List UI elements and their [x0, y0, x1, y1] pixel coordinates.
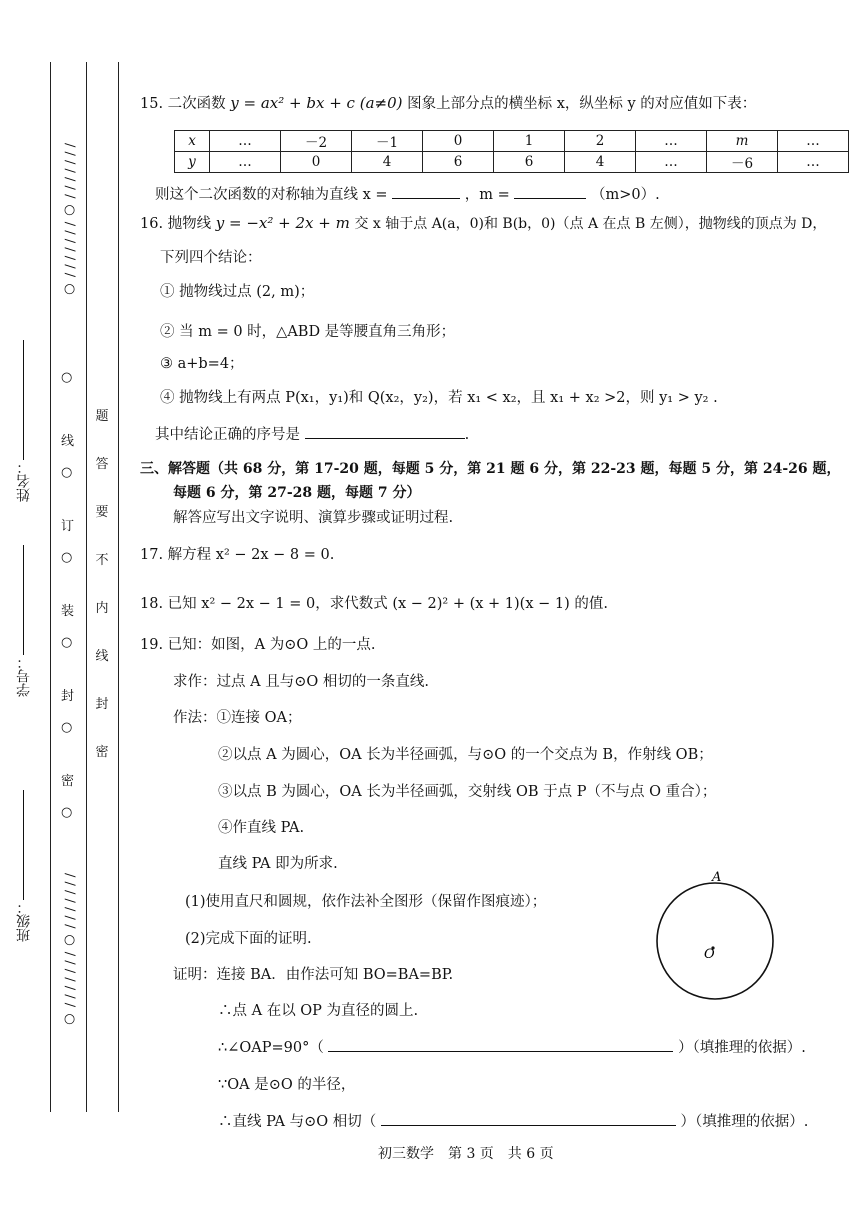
q19-proof-4: ∵OA 是⊙O 的半径，: [218, 1077, 356, 1093]
table-cell: 4: [352, 152, 423, 173]
class-label: 班级：: [16, 900, 32, 942]
table-cell: …: [210, 152, 281, 173]
q19-line: [140, 633, 376, 654]
q17-num: 17.: [140, 547, 164, 563]
name-label: 姓名：: [16, 460, 32, 502]
q15-line2-c: （m>0）.: [591, 187, 660, 203]
student-no-field[interactable]: [14, 545, 34, 697]
q16-intro: 下列四个结论：: [160, 250, 262, 266]
table-cell: …: [636, 152, 707, 173]
q19-proof-5b: ）（填推理的依据）.: [680, 1114, 809, 1130]
table-cell: …: [778, 131, 849, 152]
table-cell: …: [210, 131, 281, 152]
point-o-label: O: [704, 947, 715, 962]
q18-line: [140, 592, 608, 613]
circle-figure: [650, 868, 780, 1008]
section3-note: 解答应写出文字说明、演算步骤或证明过程.: [173, 510, 454, 526]
q16-text-b: 交 x 轴于点 A(a，0)和 B(b，0)（点 A 在点 B 左侧），抛物线的顶点为 D，: [354, 216, 827, 232]
q16-conclusion-1: ① 抛物线过点 (2, m)；: [160, 284, 315, 300]
q19-proof-3a: ∴∠OAP=90°（: [218, 1040, 324, 1056]
table-cell: －1: [352, 131, 423, 152]
table-row: [175, 131, 849, 152]
q15-line2-b: ，m =: [464, 187, 510, 203]
table-cell: －6: [707, 152, 778, 173]
table-cell: 0: [281, 152, 352, 173]
margin-seal-column-2: [94, 405, 110, 789]
q15-answer-m-blank[interactable]: [514, 184, 586, 199]
margin-line-outer: [50, 62, 51, 1112]
q16-conclusion-2: ② 当 m = 0 时，△ABD 是等腰直角三角形；: [160, 324, 456, 340]
q15-line1: [140, 92, 756, 113]
seal-char-3: 装: [61, 604, 75, 619]
q19-method: 作法：①连接 OA；: [173, 710, 302, 726]
seal-char-2: 订: [61, 519, 75, 534]
seal-char-5: 密: [61, 774, 75, 789]
q19-num: 19.: [140, 637, 164, 653]
q19-reason-blank-1[interactable]: [328, 1037, 673, 1052]
q19-step-2: ②以点 A 为圆心，OA 长为半径画弧，与⊙O 的一个交点为 B，作射线 OB；: [218, 747, 713, 763]
q16-formula: y = −x² + 2x + m: [215, 214, 350, 232]
q16-text-a: 抛物线: [167, 216, 212, 232]
table-cell: m: [707, 131, 778, 152]
name-field[interactable]: [14, 340, 34, 502]
point-a-label: A: [712, 870, 722, 885]
seal-char-4: 封: [61, 689, 75, 704]
class-field[interactable]: [14, 790, 34, 942]
table-cell: 2: [565, 131, 636, 152]
q17-text: 解方程 x² − 2x − 8 = 0.: [167, 547, 335, 563]
margin-line-middle: [86, 62, 87, 1112]
q15-text-b: 图象上部分点的横坐标 x，纵坐标 y 的对应值如下表：: [407, 96, 757, 112]
q15-answer-axis-blank[interactable]: [392, 184, 460, 199]
table-cell: 1: [494, 131, 565, 152]
seal-char-1: 线: [61, 434, 75, 449]
circle-o: [657, 883, 773, 999]
q16-conclusion-4: ④ 抛物线上有两点 P(x₁，y₁)和 Q(x₂，y₂)，若 x₁ < x₂，且 x₁ + x₂ >2，则 y₁ > y₂ .: [160, 390, 718, 406]
margin-circle-column: ○ 线 ○ 订 ○ 装 ○ 封 ○ 密 ○: [61, 370, 77, 835]
q16-num: 16.: [140, 216, 164, 232]
section3-title-2: 每题 6 分，第 27-28 题，每题 7 分）: [173, 485, 421, 501]
q19-proof-2: ∴点 A 在以 OP 为直径的圆上.: [218, 1003, 419, 1019]
seal2-char-4: 内: [95, 601, 109, 616]
q19-proof-3b: ）（填推理的依据）.: [678, 1040, 806, 1056]
q19-task: 求作：过点 A 且与⊙O 相切的一条直线.: [173, 674, 429, 690]
q19-step-4: ④作直线 PA.: [218, 820, 305, 836]
q16-line1: [140, 212, 826, 233]
q15-formula: y = ax² + bx + c (a≠0): [230, 94, 403, 112]
q15-num: 15.: [140, 96, 164, 112]
q17-line: [140, 543, 334, 564]
q19-step-3: ③以点 B 为圆心，OA 长为半径画弧，交射线 OB 于点 P（不与点 O 重合）；: [218, 784, 717, 800]
q19-step-5: 直线 PA 即为所求.: [218, 856, 338, 872]
table-cell: 6: [494, 152, 565, 173]
q19-proof-3: [218, 1036, 806, 1057]
q18-text: 已知 x² − 2x − 1 = 0，求代数式 (x − 2)² + (x + 1)(x − 1) 的值.: [167, 596, 608, 612]
table-cell: y: [175, 152, 210, 173]
q16-conclusion-3: ③ a+b=4；: [160, 356, 244, 372]
q19-given: 已知：如图，A 为⊙O 上的一点.: [167, 637, 376, 653]
seal2-char-8: 题: [95, 409, 109, 424]
q19-part-2: (2)完成下面的证明.: [185, 931, 312, 947]
table-row: [175, 152, 849, 173]
q19-reason-blank-2[interactable]: [381, 1111, 676, 1126]
q19-part-1: (1)使用直尺和圆规，依作法补全图形（保留作图痕迹）；: [185, 894, 547, 910]
q18-num: 18.: [140, 596, 164, 612]
q16-ask-line: 其中结论正确的序号是 .: [155, 423, 469, 444]
table-cell: …: [636, 131, 707, 152]
q19-proof-5: [218, 1110, 808, 1131]
section3-title: 三、解答题（共 68 分，第 17-20 题，每题 5 分，第 21 题 6 分，第 22-23 题，每题 5 分，第 24-26 题，: [140, 461, 841, 477]
table-cell: 4: [565, 152, 636, 173]
table-cell: 0: [423, 131, 494, 152]
table-cell: 6: [423, 152, 494, 173]
seal2-char-3: 线: [95, 649, 109, 664]
student-no-label: 学号：: [16, 655, 32, 697]
table-cell: …: [778, 152, 849, 173]
page-footer: 初三数学 第 3 页 共 6 页: [378, 1146, 554, 1162]
q15-line2-a: 则这个二次函数的对称轴为直线 x =: [155, 187, 388, 203]
value-table: [174, 130, 849, 173]
margin-dash-bottom: / / / / / / / ○ / / / / / / / ○: [62, 873, 77, 1027]
table-cell: －2: [281, 131, 352, 152]
seal2-char-7: 答: [95, 457, 109, 472]
q15-line2: [155, 183, 660, 204]
q15-text-a: 二次函数: [167, 96, 226, 112]
q19-proof-1: 证明：连接 BA．由作法可知 BO=BA=BP.: [173, 967, 454, 983]
seal2-char-1: 密: [95, 745, 109, 760]
seal2-char-5: 不: [95, 553, 109, 568]
q19-proof-5a: ∴直线 PA 与⊙O 相切（: [218, 1114, 377, 1130]
table-cell: x: [175, 131, 210, 152]
margin-line-inner: [118, 62, 119, 1112]
seal2-char-2: 封: [95, 697, 109, 712]
margin-dash-top: / / / / / / / ○ / / / / / / / ○: [62, 143, 77, 297]
q16-answer-blank[interactable]: [305, 424, 465, 439]
seal2-char-6: 要: [95, 505, 109, 520]
q16-ask: 其中结论正确的序号是: [155, 427, 300, 443]
